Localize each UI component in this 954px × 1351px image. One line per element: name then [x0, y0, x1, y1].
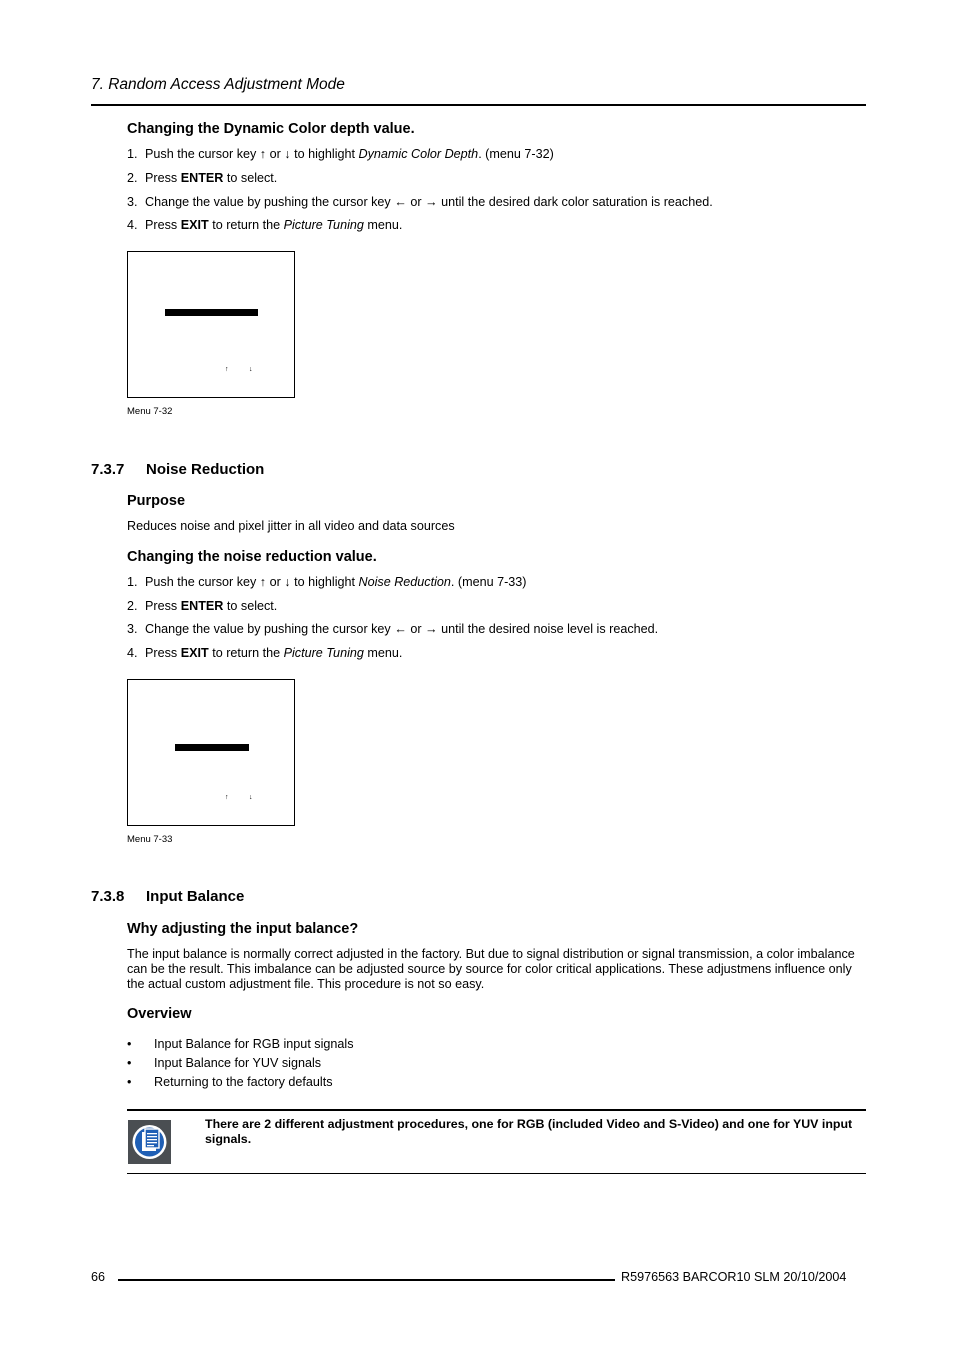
- menu-highlight-bar: [175, 744, 249, 751]
- step-keyword: EXIT: [180, 646, 209, 660]
- step-emphasis: Noise Reduction: [358, 575, 451, 589]
- step-text: Change the value by pushing the cursor key ← or → until the desired noise level is reached.: [145, 622, 659, 636]
- arrow-down-icon: ↓: [249, 366, 253, 373]
- why-heading: Why adjusting the input balance?: [127, 921, 359, 937]
- footer-page-number: 66: [91, 1270, 106, 1284]
- step-text: to return the: [208, 218, 284, 232]
- step-number: 2.: [127, 171, 138, 185]
- purpose-text: Reduces noise and pixel jitter in all video and data sources: [127, 519, 455, 533]
- step-number: 3.: [127, 622, 138, 636]
- step-emphasis: Picture Tuning: [283, 218, 364, 232]
- arrow-up-icon: ↑: [225, 366, 229, 373]
- step-text: menu.: [363, 218, 403, 232]
- note-icon: [128, 1120, 171, 1164]
- noise-step-1: [127, 575, 527, 590]
- purpose-heading: Purpose: [127, 493, 186, 509]
- step-text: . (menu 7-33): [450, 575, 527, 589]
- step-text: Press: [145, 218, 181, 232]
- note-rule-top: [127, 1109, 866, 1111]
- menu-7-32-caption: Menu 7-32: [127, 406, 173, 417]
- noise-step-2: [127, 599, 277, 614]
- step-number: 1.: [127, 575, 138, 589]
- section-number: 7.3.7: [91, 461, 125, 478]
- header-rule: [91, 104, 866, 106]
- overview-bullet: [127, 1056, 321, 1071]
- section-number: 7.3.8: [91, 888, 125, 905]
- header-chapter-title: 7. Random Access Adjustment Mode: [91, 76, 345, 93]
- note-rule-bottom: [127, 1173, 866, 1174]
- step-number: 2.: [127, 599, 138, 613]
- step-text: Push the cursor key ↑ or ↓ to highlight: [145, 147, 359, 161]
- noise-reduction-heading: Changing the noise reduction value.: [127, 549, 377, 565]
- why-paragraph: The input balance is normally correct adjusted in the factory. But due to signal distribution or signal transmission, a color imbalance can be the result. This imbalance can be adjusted source by source for color critical applications. These adjustmens influence only the actual custom adjustment file. This procedure is not so easy.: [127, 947, 855, 991]
- footer-document-reference: R5976563 BARCOR10 SLM 20/10/2004: [621, 1270, 847, 1284]
- menu-7-33-image: [127, 679, 295, 826]
- dynamic-color-step-4: [127, 218, 402, 233]
- step-text: Press: [145, 171, 181, 185]
- note-document-icon: [128, 1120, 171, 1164]
- step-emphasis: Dynamic Color Depth: [358, 147, 479, 161]
- overview-bullet: [127, 1037, 354, 1052]
- section-input-balance-title: [91, 888, 244, 905]
- overview-heading: Overview: [127, 1006, 192, 1022]
- step-text: Press: [145, 646, 181, 660]
- bullet-text: Input Balance for YUV signals: [154, 1056, 322, 1070]
- dynamic-color-heading: Changing the Dynamic Color depth value.: [127, 121, 415, 137]
- step-keyword: ENTER: [180, 171, 224, 185]
- bullet-mark: •: [127, 1075, 132, 1089]
- step-number: 1.: [127, 147, 138, 161]
- step-emphasis: Picture Tuning: [283, 646, 364, 660]
- step-keyword: EXIT: [180, 218, 209, 232]
- arrow-down-icon: ↓: [249, 794, 253, 801]
- step-keyword: ENTER: [180, 599, 224, 613]
- noise-step-3: [127, 622, 658, 637]
- dynamic-color-step-2: [127, 171, 277, 186]
- step-text: . (menu 7-32): [478, 147, 554, 161]
- section-title: Noise Reduction: [146, 461, 265, 478]
- step-number: 4.: [127, 218, 138, 232]
- menu-7-32-image: [127, 251, 295, 398]
- bullet-mark: •: [127, 1056, 132, 1070]
- bullet-text: Returning to the factory defaults: [154, 1075, 333, 1089]
- note-text: There are 2 different adjustment procedures, one for RGB (included Video and S-Video) and one for YUV input signals.: [205, 1117, 853, 1146]
- step-number: 3.: [127, 195, 138, 209]
- section-noise-reduction-title: [91, 461, 264, 478]
- step-text: Push the cursor key ↑ or ↓ to highlight: [145, 575, 359, 589]
- step-text: Press: [145, 599, 181, 613]
- footer-rule: [118, 1279, 615, 1281]
- step-text: Change the value by pushing the cursor key ← or → until the desired dark color saturation is reached.: [145, 195, 713, 209]
- step-text: menu.: [363, 646, 403, 660]
- menu-highlight-bar: [165, 309, 258, 316]
- dynamic-color-step-3: [127, 195, 713, 210]
- dynamic-color-step-1: [127, 147, 554, 162]
- menu-7-33-caption: Menu 7-33: [127, 834, 173, 845]
- noise-step-4: [127, 646, 402, 661]
- step-text: to return the: [208, 646, 284, 660]
- bullet-mark: •: [127, 1037, 132, 1051]
- step-text: to select.: [223, 171, 278, 185]
- section-title: Input Balance: [146, 888, 245, 905]
- step-text: to select.: [223, 599, 278, 613]
- step-number: 4.: [127, 646, 138, 660]
- arrow-up-icon: ↑: [225, 794, 229, 801]
- overview-bullet: [127, 1075, 333, 1090]
- bullet-text: Input Balance for RGB input signals: [154, 1037, 354, 1051]
